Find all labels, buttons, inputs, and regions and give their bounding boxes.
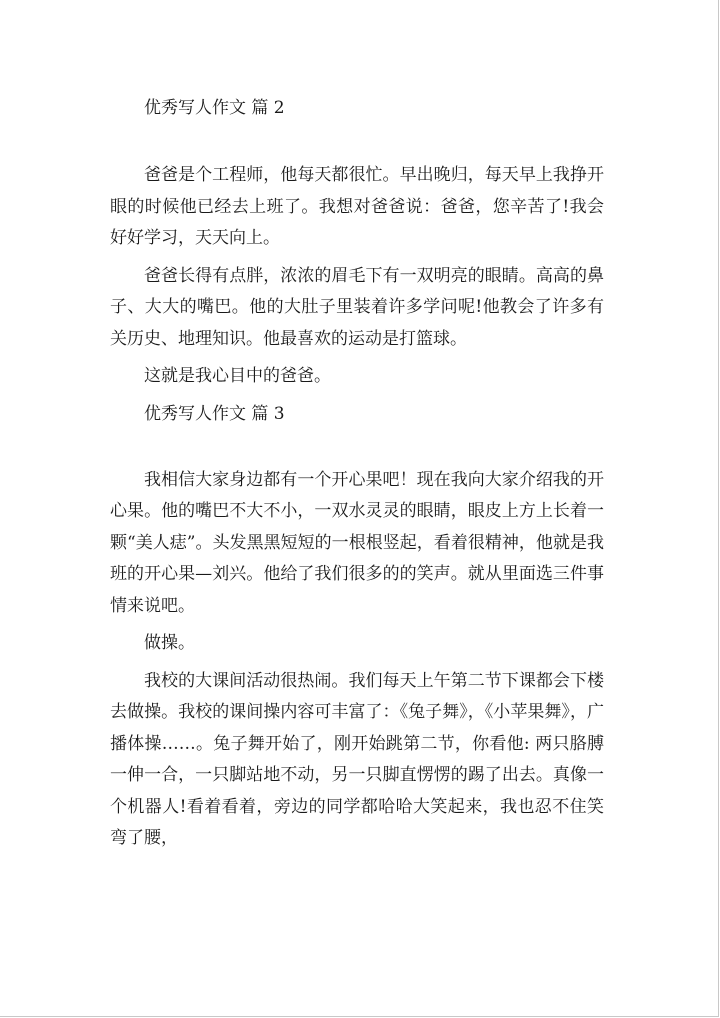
section-2-heading: 优秀写人作文 篇 2 [144,98,285,118]
section-2-paragraph-2: 爸爸长得有点胖，浓浓的眉毛下有一双明亮的眼睛。高高的鼻子、大大的嘴巴。他的大肚子里装着许多学问呢!他教会了许多有关历史、地理知识。他最喜欢的运动是打篮球。 [110,265,604,349]
blank-line [110,136,604,160]
section-2-paragraph-3: 这就是我心目中的爸爸。 [144,366,331,386]
section-3-paragraph-2: 做操。 [144,633,195,653]
section-3-paragraph-3: 我校的大课间活动很热闹。我们每天上午第二节下课都会下楼去做操。我校的课间操内容可丰富了：《兔子舞》，《小苹果舞》，广播体操……。兔子舞开始了，刚开始跳第二节，你看他: 两只胳膊一伸一合，一只脚站地不动，另一只脚直愣愣的踢了出去。真像一个机器人!看着看着，旁边的同学都哈哈大笑起来，我也忍不住笑弯了腰， [110,670,604,848]
section-2-paragraph-1: 爸爸是个工程师，他每天都很忙。早出晚归，每天早上我挣开眼的时候他已经去上班了。我想对爸爸说：爸爸，您辛苦了!我会好好学习，天天向上。 [110,165,604,248]
document-body [110,80,604,861]
blank-line [110,435,604,465]
section-3-paragraph-1: 我相信大家身边都有一个开心果吧！现在我向大家介绍我的开心果。他的嘴巴不大不小，一双水灵灵的眼睛，眼皮上方上长着一颗“美人痣”。头发黑黑短短的一根根竖起，看着很精神，他就是我班的开心果—刘兴。他给了我们很多的的笑声。就从里面选三件事情来说吧。 [110,469,604,616]
section-3-heading: 优秀写人作文 篇 3 [144,403,285,424]
